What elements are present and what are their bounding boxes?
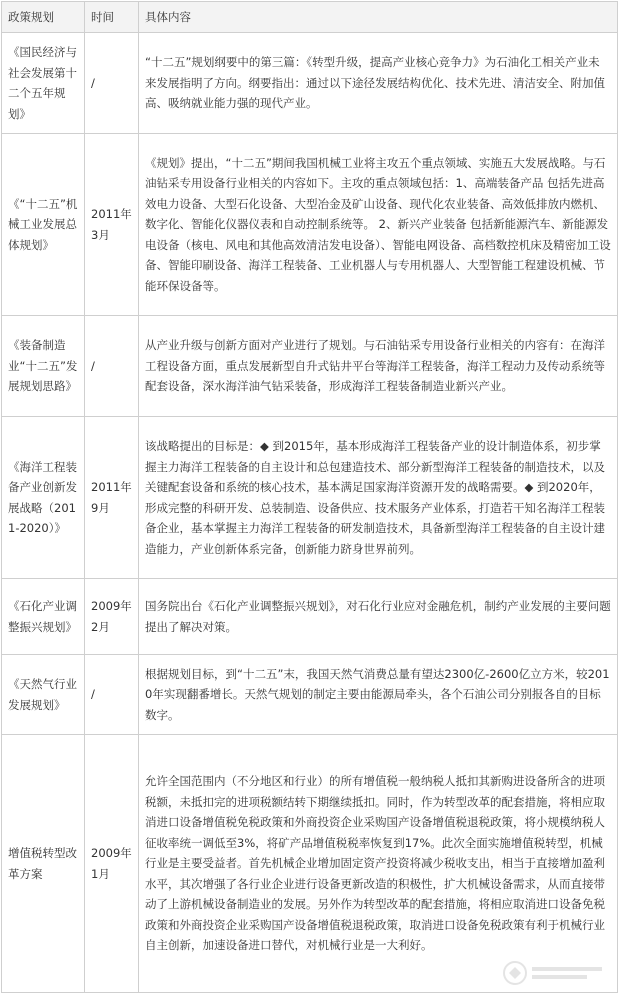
- policy-name: 《天然气行业发展规划》: [2, 655, 85, 735]
- table-row: [2, 417, 618, 579]
- policy-content: 允许全国范围内（不分地区和行业）的所有增值税一般纳税人抵扣其新购进设备所含的进项税额，未抵扣完的进项税额结转下期继续抵扣。同时，作为转型改革的配套措施，将相应取消进口设备增值税免税政策和外商投资企业采购国产设备增值税退税政策，将小规模纳税人征收率统一调低至3%，将矿产品增值税税率恢复到17%。此次全面实施增值税转型，机械行业是主要受益者。首先机械企业增加固定资产投资将减少税收支出，相当于直接增加盈利水平，其次增强了各行业企业进行设备更新改造的积极性，扩大机械设备需求，从而直接带动了上游机械设备制造业的发展。另外作为转型改革的配套措施，将相应取消进口设备免税政策和外商投资企业采购国产设备增值税退税政策，取消进口设备免税政策有利于机械行业自主创新，加速设备进口替代，对机械行业是一大利好。: [139, 735, 618, 993]
- policy-name: 《国民经济与社会发展第十二个五年规划》: [2, 33, 85, 134]
- table-row: [2, 134, 618, 316]
- policy-time: 2009年1月: [85, 735, 139, 993]
- policy-name: 《海洋工程装备产业创新发展战略（2011-2020）》: [2, 417, 85, 579]
- policy-table: [1, 1, 618, 993]
- policy-content: 该战略提出的目标是：◆ 到2015年，基本形成海洋工程装备产业的设计制造体系，初步掌握主力海洋工程装备的自主设计和总包建造技术、部分新型海洋工程装备的制造技术，以及关键配套设备和系统的核心技术，基本满足国家海洋资源开发的战略需要。◆ 到2020年，形成完整的科研开发、总装制造、设备供应、技术服务产业体系，打造若干知名海洋工程装备企业，基本掌握主力海洋工程装备的研发制造技术，具备新型海洋工程装备的自主设计建造能力，产业创新体系完备，创新能力跻身世界前列。: [139, 417, 618, 579]
- policy-content: 根据规划目标，到“十二五”末，我国天然气消费总量有望达2300亿-2600亿立方米，较2010年实现翻番增长。天然气规划的制定主要由能源局牵头，各个石油公司分别报各自的目标数字。: [139, 655, 618, 735]
- policy-content: “十二五”规划纲要中的第三篇：《转型升级，提高产业核心竞争力》为石油化工相关产业未来发展指明了方向。纲要指出：通过以下途径发展结构优化、技术先进、清洁安全、附加值高、吸纳就业能力强的现代产业。: [139, 33, 618, 134]
- policy-name: 《石化产业调整振兴规划》: [2, 579, 85, 655]
- policy-name: 增值税转型改革方案: [2, 735, 85, 993]
- policy-content: 《规划》提出，“十二五”期间我国机械工业将主攻五个重点领域、实施五大发展战略。与石油钻采专用设备行业相关的内容如下。主攻的重点领域包括：1、高端装备产品 包括先进高效电力设备、大型石化设备、大型冶金及矿山设备、现代化农业装备、高效低排放内燃机、数字化、智能化仪器仪表和自动控制系统等。 2、新兴产业装备 包括新能源汽车、新能源发电设备（核电、风电和其他高效清洁发电设备）、智能电网设备、高档数控机床及精密加工设备、智能印刷设备、海洋工程装备、工业机器人与专用机器人、大型智能工程建设机械、节能环保设备等。: [139, 134, 618, 316]
- policy-content: 国务院出台《石化产业调整振兴规划》，对石化行业应对金融危机，制约产业发展的主要问题提出了解决对策。: [139, 579, 618, 655]
- header-content: 具体内容: [139, 2, 618, 33]
- policy-time: /: [85, 33, 139, 134]
- header-time: 时间: [85, 2, 139, 33]
- table-row: [2, 655, 618, 735]
- policy-name: 《装备制造业“十二五”发展规划思路》: [2, 316, 85, 417]
- policy-time: 2011年3月: [85, 134, 139, 316]
- policy-time: 2009年2月: [85, 579, 139, 655]
- policy-content: 从产业升级与创新方面对产业进行了规划。与石油钻采专用设备行业相关的内容有：在海洋工程设备方面，重点发展新型自升式钻井平台等海洋工程装备，海洋工程动力及传动系统等配套设备，深水海洋油气钻采装备，形成海洋工程装备制造业新兴产业。: [139, 316, 618, 417]
- policy-name: 《“十二五”机械工业发展总体规划》: [2, 134, 85, 316]
- policy-time: /: [85, 655, 139, 735]
- table-header-row: [2, 2, 618, 33]
- header-policy: 政策规划: [2, 2, 85, 33]
- policy-time: /: [85, 316, 139, 417]
- policy-time: 2011年9月: [85, 417, 139, 579]
- table-row: [2, 735, 618, 993]
- table-row: [2, 316, 618, 417]
- table-row: [2, 579, 618, 655]
- table-row: [2, 33, 618, 134]
